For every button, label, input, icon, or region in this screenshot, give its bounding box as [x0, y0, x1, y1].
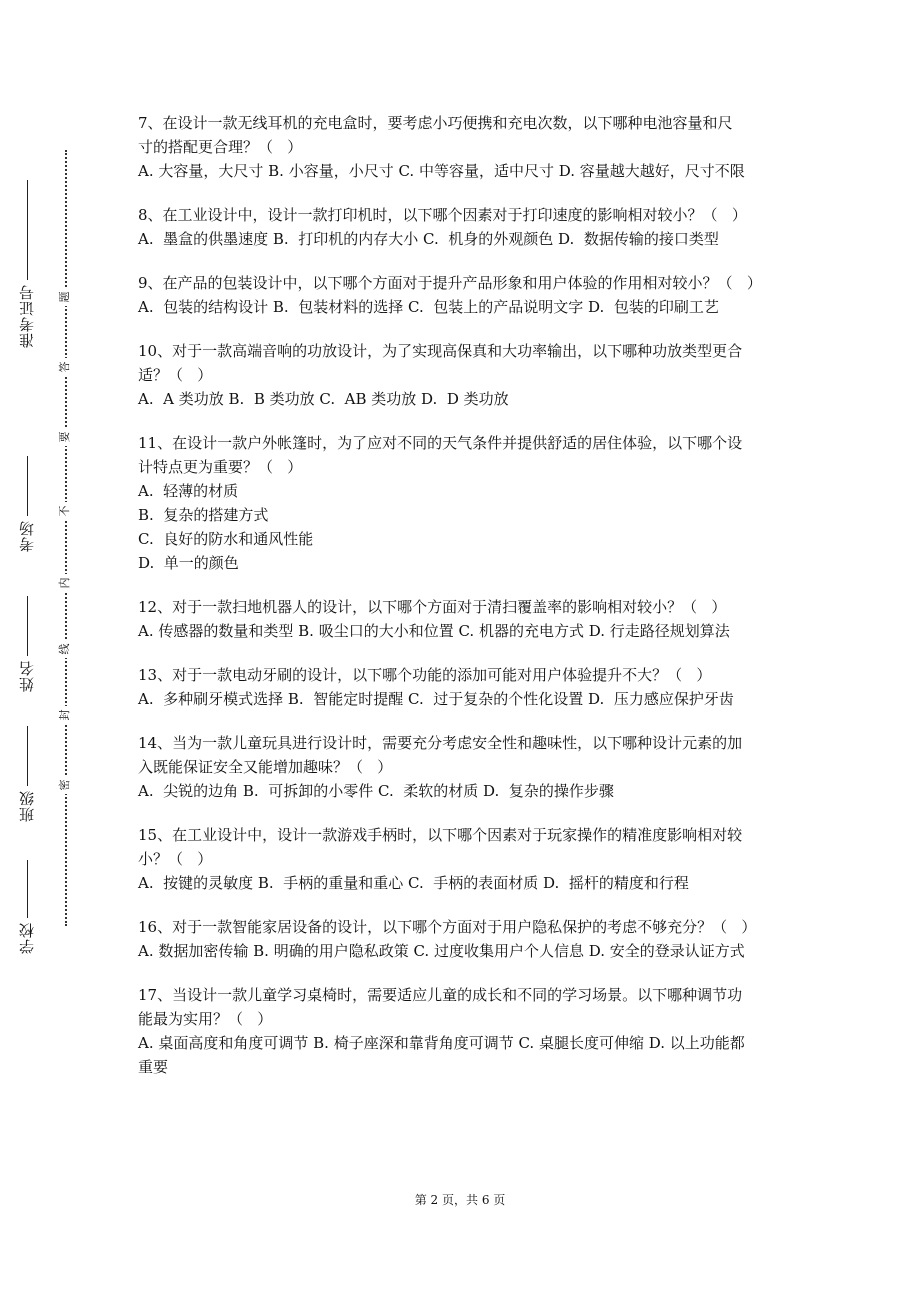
- question-options: A. 墨盒的供墨速度 B. 打印机的内存大小 C. 机身的外观颜色 D. 数据传输的接口类型: [138, 230, 719, 248]
- question-option: D. 单一的颜色: [138, 554, 239, 572]
- question-9: [138, 271, 786, 319]
- question-16: [138, 915, 786, 963]
- question-text: 小？（ ）: [138, 850, 213, 868]
- question-12: [138, 595, 786, 643]
- student-name-label: 姓名: [18, 660, 36, 692]
- question-options: A. 大容量，大尺寸 B. 小容量，小尺寸 C. 中等容量，适中尺寸 D. 容量越大越好，尺寸不限: [138, 162, 745, 180]
- question-options: A. 多种刷牙模式选择 B. 智能定时提醒 C. 过于复杂的个性化设置 D. 压力感应保护牙齿: [138, 690, 734, 708]
- question-text: 11、在设计一款户外帐篷时，为了应对不同的天气条件并提供舒适的居住体验，以下哪个设: [138, 434, 743, 452]
- question-14: [138, 731, 786, 803]
- school-field[interactable]: [14, 854, 40, 954]
- seal-char: 不: [56, 502, 74, 520]
- question-text: 寸的搭配更合理？（ ）: [138, 138, 303, 156]
- exam-room-blank: [26, 456, 28, 516]
- question-option: A. 轻薄的材质: [138, 482, 239, 500]
- question-text: 7、在设计一款无线耳机的充电盒时，要考虑小巧便携和充电次数，以下哪种电池容量和尺: [138, 114, 733, 132]
- question-text: 13、对于一款电动牙刷的设计，以下哪个功能的添加可能对用户体验提升不大？（ ）: [138, 666, 712, 684]
- question-text: 能最为实用？（ ）: [138, 1010, 273, 1028]
- question-7: [138, 111, 786, 183]
- seal-line: [65, 150, 67, 926]
- question-text: 10、对于一款高端音响的功放设计，为了实现高保真和大功率输出，以下哪种功放类型更合: [138, 342, 743, 360]
- exam-room-label: 考场: [18, 520, 36, 552]
- class-blank: [26, 726, 28, 786]
- question-text: 适？（ ）: [138, 366, 213, 384]
- question-13: [138, 663, 786, 711]
- school-blank: [26, 860, 28, 918]
- question-options: A. 按键的灵敏度 B. 手柄的重量和重心 C. 手柄的表面材质 D. 摇杆的精度和行程: [138, 874, 689, 892]
- question-options: A. 桌面高度和角度可调节 B. 椅子座深和靠背角度可调节 C. 桌腿长度可伸缩 D. 以上功能都: [138, 1034, 745, 1052]
- exam-id-blank: [26, 180, 28, 280]
- question-option: C. 良好的防水和通风性能: [138, 530, 314, 548]
- question-15: [138, 823, 786, 895]
- question-text: 14、当为一款儿童玩具进行设计时，需要充分考虑安全性和趣味性，以下哪种设计元素的加: [138, 734, 743, 752]
- seal-char: 线: [56, 640, 74, 658]
- student-name-field[interactable]: [14, 582, 40, 692]
- question-options: A. A 类功放 B. B 类功放 C. AB 类功放 D. D 类功放: [138, 390, 509, 408]
- question-option: B. 复杂的搭建方式: [138, 506, 269, 524]
- question-17: [138, 983, 786, 1079]
- question-text: 16、对于一款智能家居设备的设计，以下哪个方面对于用户隐私保护的考虑不够充分？（ ）: [138, 918, 757, 936]
- question-10: [138, 339, 786, 411]
- question-text: 12、对于一款扫地机器人的设计，以下哪个方面对于清扫覆盖率的影响相对较小？（ ）: [138, 598, 727, 616]
- question-11: [138, 431, 786, 575]
- seal-char: 封: [56, 706, 74, 724]
- question-text: 入既能保证安全又能增加趣味？（ ）: [138, 758, 393, 776]
- seal-char: 密: [56, 776, 74, 794]
- question-text: 计特点更为重要？（ ）: [138, 458, 303, 476]
- question-text: 9、在产品的包装设计中，以下哪个方面对于提升产品形象和用户体验的作用相对较小？（ ）: [138, 274, 762, 292]
- question-options: A. 尖锐的边角 B. 可拆卸的小零件 C. 柔软的材质 D. 复杂的操作步骤: [138, 782, 614, 800]
- binding-strip: [0, 0, 110, 1302]
- question-list: [138, 111, 786, 1099]
- question-options: 重要: [138, 1058, 169, 1076]
- question-text: 17、当设计一款儿童学习桌椅时，需要适应儿童的成长和不同的学习场景。以下哪种调节功: [138, 986, 743, 1004]
- exam-id-field[interactable]: [14, 158, 40, 348]
- seal-char: 内: [56, 574, 74, 592]
- class-label: 班级: [18, 790, 36, 822]
- seal-char: 要: [56, 428, 74, 446]
- question-8: [138, 203, 786, 251]
- question-text: 15、在工业设计中，设计一款游戏手柄时，以下哪个因素对于玩家操作的精准度影响相对较: [138, 826, 743, 844]
- class-field[interactable]: [14, 712, 40, 822]
- question-options: A. 数据加密传输 B. 明确的用户隐私政策 C. 过度收集用户个人信息 D. 安全的登录认证方式: [138, 942, 745, 960]
- question-options: A. 传感器的数量和类型 B. 吸尘口的大小和位置 C. 机器的充电方式 D. 行走路径规划算法: [138, 622, 730, 640]
- school-label: 学校: [18, 922, 36, 954]
- student-name-blank: [26, 596, 28, 656]
- question-options: A. 包装的结构设计 B. 包装材料的选择 C. 包装上的产品说明文字 D. 包装的印刷工艺: [138, 298, 719, 316]
- seal-char: 答: [56, 358, 74, 376]
- page-number: 第 2 页，共 6 页: [414, 1193, 506, 1207]
- exam-room-field[interactable]: [14, 442, 40, 552]
- exam-id-label: 准考证号: [18, 284, 36, 348]
- question-text: 8、在工业设计中，设计一款打印机时，以下哪个因素对于打印速度的影响相对较小？（ ）: [138, 206, 747, 224]
- seal-char: 题: [56, 288, 74, 306]
